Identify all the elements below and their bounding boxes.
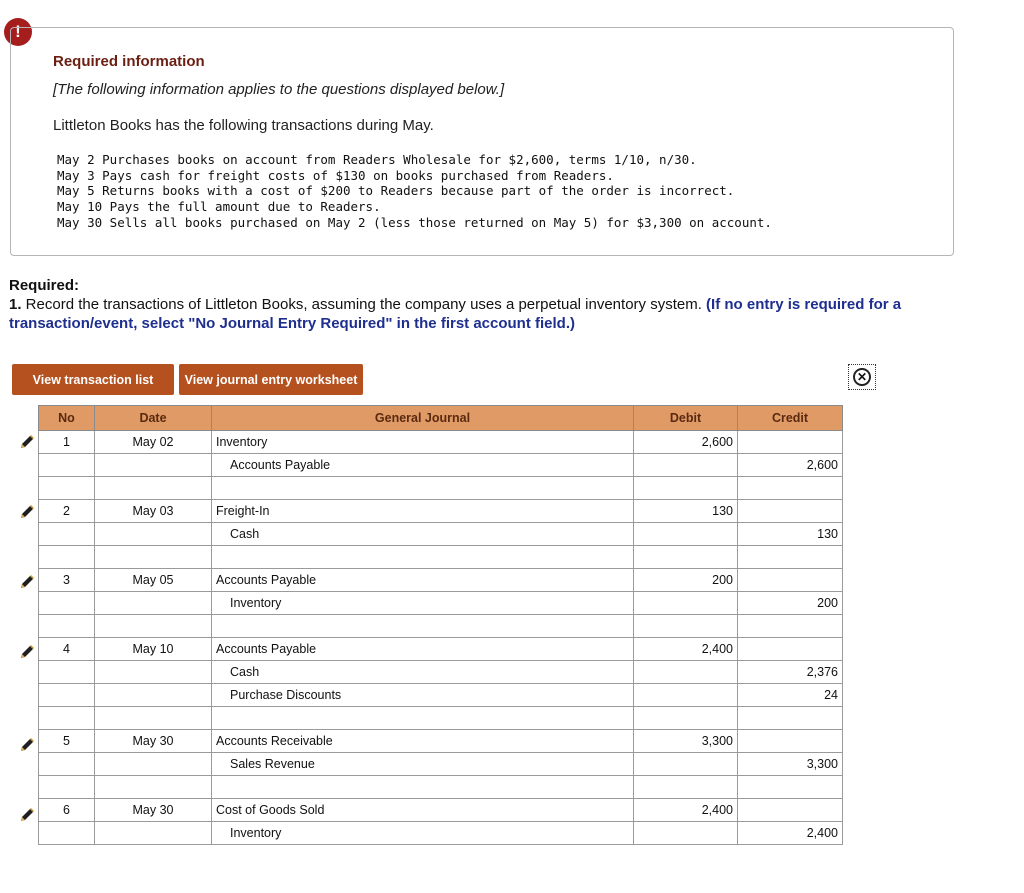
transaction-list — [57, 152, 772, 231]
required-number: 1. — [9, 296, 22, 313]
entry-number — [39, 753, 95, 776]
debit-amount — [634, 753, 738, 776]
account-name: Accounts Payable — [212, 569, 634, 592]
header-date: Date — [95, 406, 212, 431]
journal-row — [39, 454, 843, 477]
entry-date — [95, 615, 212, 638]
journal-row — [39, 730, 843, 753]
journal-row — [39, 707, 843, 730]
credit-amount — [738, 569, 843, 592]
journal-row — [39, 753, 843, 776]
debit-amount — [634, 684, 738, 707]
entry-date: May 30 — [95, 799, 212, 822]
transaction-line: May 10 Pays the full amount due to Readers. — [57, 199, 381, 215]
general-journal-table — [38, 405, 843, 845]
debit-amount — [634, 822, 738, 845]
account-name: Accounts Receivable — [212, 730, 634, 753]
entry-number — [39, 707, 95, 730]
account-name — [212, 477, 634, 500]
debit-amount: 200 — [634, 569, 738, 592]
entry-number — [39, 776, 95, 799]
close-button[interactable] — [848, 364, 876, 390]
account-name — [212, 707, 634, 730]
edit-pencil-icon[interactable] — [18, 573, 36, 591]
entry-date: May 05 — [95, 569, 212, 592]
edit-pencil-icon[interactable] — [18, 643, 36, 661]
journal-row — [39, 638, 843, 661]
entry-date — [95, 523, 212, 546]
credit-amount — [738, 615, 843, 638]
entry-date — [95, 454, 212, 477]
credit-amount: 3,300 — [738, 753, 843, 776]
entry-date: May 10 — [95, 638, 212, 661]
header-debit: Debit — [634, 406, 738, 431]
entry-number: 3 — [39, 569, 95, 592]
entry-number: 6 — [39, 799, 95, 822]
required-instructions — [9, 295, 969, 333]
entry-number — [39, 822, 95, 845]
journal-row — [39, 661, 843, 684]
journal-row — [39, 523, 843, 546]
entry-date — [95, 477, 212, 500]
credit-amount — [738, 431, 843, 454]
credit-amount — [738, 707, 843, 730]
entry-date — [95, 592, 212, 615]
debit-amount — [634, 661, 738, 684]
alert-icon: ! — [4, 18, 32, 46]
credit-amount — [738, 730, 843, 753]
journal-row — [39, 569, 843, 592]
entry-date: May 03 — [95, 500, 212, 523]
credit-amount: 24 — [738, 684, 843, 707]
debit-amount: 2,400 — [634, 638, 738, 661]
account-name: Accounts Payable — [212, 454, 634, 477]
entry-number — [39, 684, 95, 707]
debit-amount — [634, 615, 738, 638]
credit-amount — [738, 500, 843, 523]
edit-pencil-icon[interactable] — [18, 433, 36, 451]
journal-row — [39, 546, 843, 569]
debit-amount — [634, 477, 738, 500]
entry-number: 5 — [39, 730, 95, 753]
header-no: No — [39, 406, 95, 431]
view-journal-entry-worksheet-button[interactable]: View journal entry worksheet — [179, 364, 363, 395]
journal-row — [39, 822, 843, 845]
account-name: Inventory — [212, 822, 634, 845]
journal-row — [39, 500, 843, 523]
journal-header-row — [39, 406, 843, 431]
journal-row — [39, 431, 843, 454]
close-icon: ✕ — [853, 368, 871, 386]
debit-amount — [634, 454, 738, 477]
required-text: Record the transactions of Littleton Books, assuming the company uses a perpetual inventory system. — [21, 296, 707, 313]
entry-number — [39, 546, 95, 569]
account-name — [212, 776, 634, 799]
journal-row — [39, 776, 843, 799]
debit-amount: 2,400 — [634, 799, 738, 822]
account-name: Sales Revenue — [212, 753, 634, 776]
credit-amount: 200 — [738, 592, 843, 615]
debit-amount: 2,600 — [634, 431, 738, 454]
entry-number — [39, 454, 95, 477]
journal-row — [39, 799, 843, 822]
credit-amount: 2,600 — [738, 454, 843, 477]
entry-date — [95, 753, 212, 776]
debit-amount — [634, 776, 738, 799]
entry-number: 1 — [39, 431, 95, 454]
account-name: Accounts Payable — [212, 638, 634, 661]
entry-number — [39, 661, 95, 684]
info-subtitle: [The following information applies to the questions displayed below.] — [53, 81, 505, 98]
required-note: (If no entry is required for a transaction/event, select "No Journal Entry Required" in the first account field.) — [9, 296, 902, 332]
account-name: Cost of Goods Sold — [212, 799, 634, 822]
entry-number — [39, 523, 95, 546]
entry-number — [39, 615, 95, 638]
account-name: Purchase Discounts — [212, 684, 634, 707]
entry-date — [95, 684, 212, 707]
credit-amount — [738, 638, 843, 661]
credit-amount: 2,376 — [738, 661, 843, 684]
transaction-line: May 30 Sells all books purchased on May 2 (less those returned on May 5) for $3,300 on account. — [57, 214, 772, 230]
view-transaction-list-button[interactable]: View transaction list — [12, 364, 174, 395]
account-name — [212, 615, 634, 638]
transaction-line: May 5 Returns books with a cost of $200 to Readers because part of the order is incorrect. — [57, 183, 735, 199]
account-name: Cash — [212, 661, 634, 684]
journal-row — [39, 477, 843, 500]
edit-pencil-icon[interactable] — [18, 503, 36, 521]
required-heading: Required: — [9, 277, 80, 294]
account-name: Freight-In — [212, 500, 634, 523]
debit-amount — [634, 707, 738, 730]
credit-amount — [738, 776, 843, 799]
entry-date: May 02 — [95, 431, 212, 454]
debit-amount — [634, 546, 738, 569]
debit-amount — [634, 523, 738, 546]
credit-amount — [738, 477, 843, 500]
credit-amount: 2,400 — [738, 822, 843, 845]
account-name: Cash — [212, 523, 634, 546]
account-name: Inventory — [212, 431, 634, 454]
entry-number: 4 — [39, 638, 95, 661]
transaction-line: May 3 Pays cash for freight costs of $130 on books purchased from Readers. — [57, 167, 614, 183]
header-credit: Credit — [738, 406, 843, 431]
entry-number — [39, 592, 95, 615]
entry-date — [95, 661, 212, 684]
info-title: Required information — [53, 53, 205, 70]
required-information-box — [10, 27, 954, 256]
account-name: Inventory — [212, 592, 634, 615]
debit-amount: 130 — [634, 500, 738, 523]
credit-amount — [738, 546, 843, 569]
entry-date — [95, 822, 212, 845]
entry-date — [95, 707, 212, 730]
debit-amount — [634, 592, 738, 615]
entry-date — [95, 776, 212, 799]
entry-date — [95, 546, 212, 569]
header-general-journal: General Journal — [212, 406, 634, 431]
journal-row — [39, 592, 843, 615]
journal-row — [39, 615, 843, 638]
credit-amount — [738, 799, 843, 822]
entry-date: May 30 — [95, 730, 212, 753]
entry-number — [39, 477, 95, 500]
entry-number: 2 — [39, 500, 95, 523]
journal-row — [39, 684, 843, 707]
debit-amount: 3,300 — [634, 730, 738, 753]
transaction-line: May 2 Purchases books on account from Readers Wholesale for $2,600, terms 1/10, n/30. — [57, 152, 697, 167]
credit-amount: 130 — [738, 523, 843, 546]
edit-pencil-icon[interactable] — [18, 736, 36, 754]
info-intro: Littleton Books has the following transactions during May. — [53, 117, 434, 134]
edit-pencil-icon[interactable] — [18, 806, 36, 824]
account-name — [212, 546, 634, 569]
